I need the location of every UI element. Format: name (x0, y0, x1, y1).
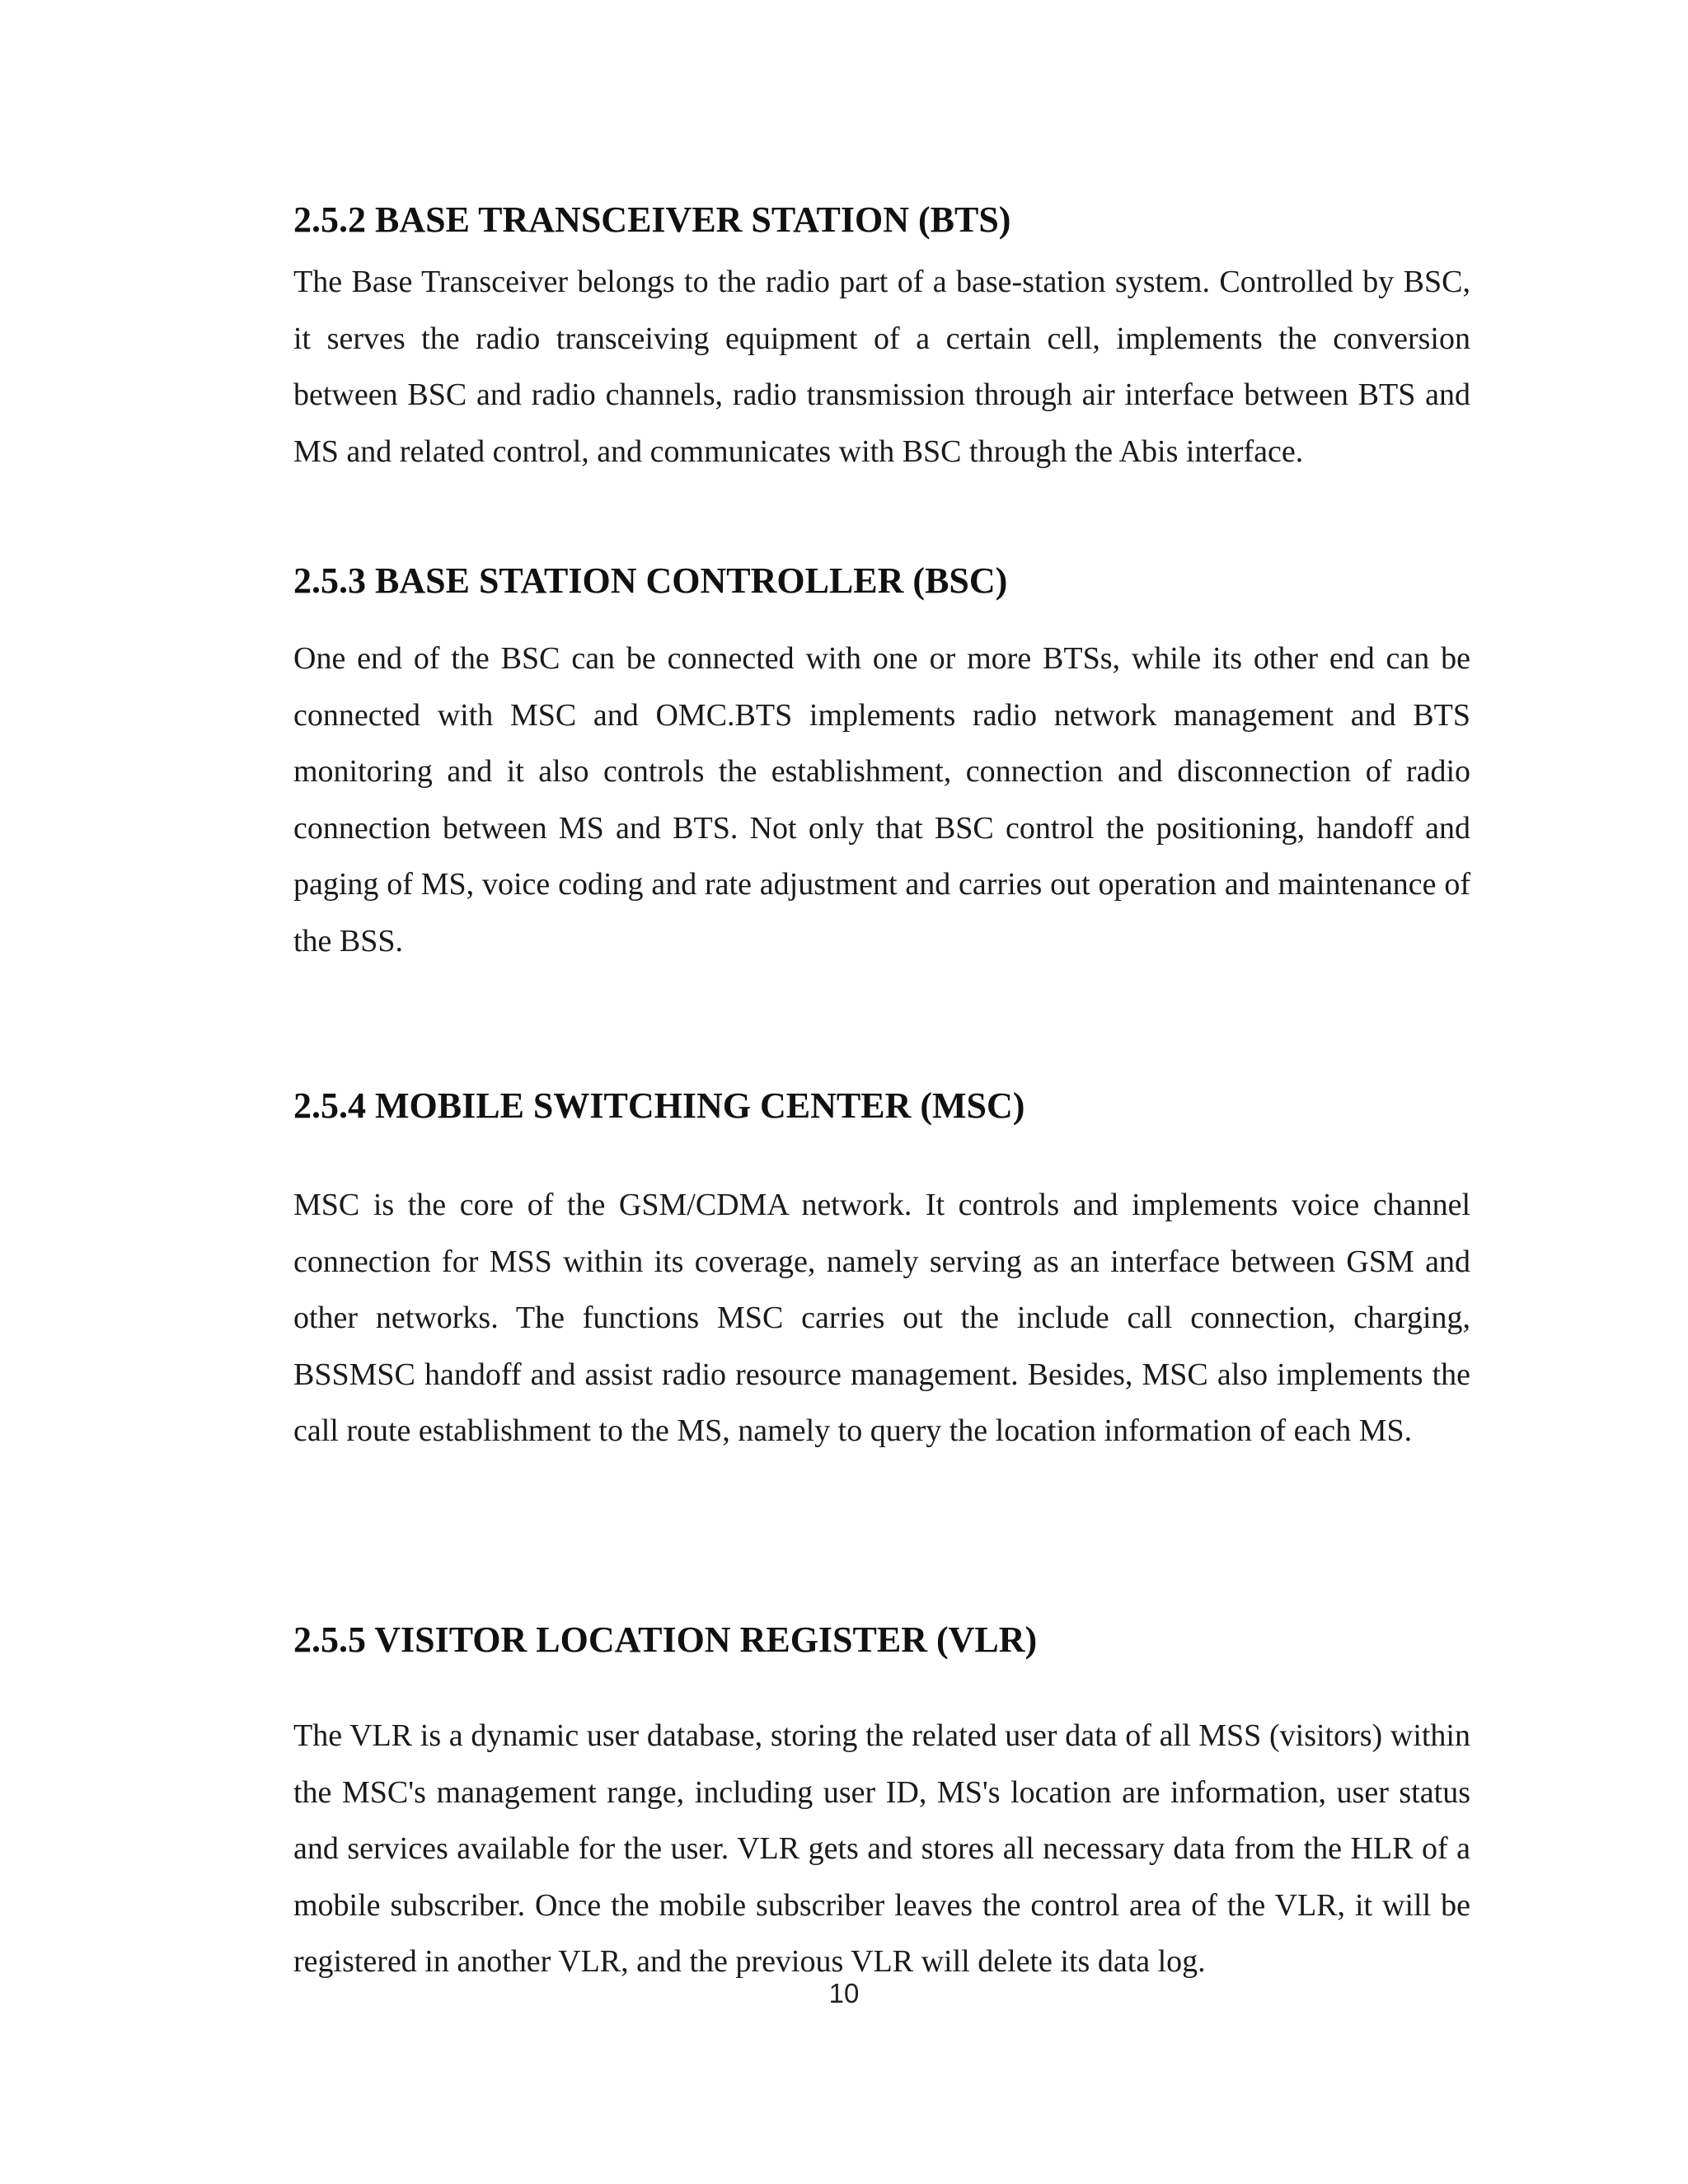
section-heading-msc: 2.5.4 MOBILE SWITCHING CENTER (MSC) (293, 1085, 1025, 1126)
section-body-msc: MSC is the core of the GSM/CDMA network. It controls and implements voice channel connection for MSS within its coverage, namely serving as an interface between GSM and other networks. The functions MSC carries out the include call connection, charging, BSSMSC handoff and assist radio resource management. Besides, MSC also implements the call route establishment to the MS, namely to query the location information of each MS. (293, 1188, 1470, 1448)
page-number: 10 (828, 1978, 860, 2008)
section-heading-bts: 2.5.2 BASE TRANSCEIVER STATION (BTS) (293, 199, 1011, 240)
section-body-bsc: One end of the BSC can be connected with one or more BTSs, while its other end can be connected with MSC and OMC.BTS implements radio network management and BTS monitoring and it also controls the establishment, connection and disconnection of radio connection between MS and BTS. Not only that BSC control the positioning, handoff and paging of MS, voice coding and rate adjustment and carries out operation and maintenance of the BSS. (293, 641, 1470, 958)
section-heading-vlr: 2.5.5 VISITOR LOCATION REGISTER (VLR) (293, 1619, 1038, 1660)
section-heading-bsc: 2.5.3 BASE STATION CONTROLLER (BSC) (293, 560, 1008, 601)
section-body-bts: The Base Transceiver belongs to the radio part of a base-station system. Controlled by BSC, it serves the radio transceiving equipment of a certain cell, implements the conversion between BSC and radio channels, radio transmission through air interface between BTS and MS and related control, and communicates with BSC through the Abis interface. (293, 265, 1470, 469)
section-body-vlr: The VLR is a dynamic user database, storing the related user data of all MSS (visitors) within the MSC's management range, including user ID, MS's location are information, user status and services available for the user. VLR gets and stores all necessary data from the HLR of a mobile subscriber. Once the mobile subscriber leaves the control area of the VLR, it will be registered in another VLR, and the previous VLR will delete its data log. (293, 1718, 1470, 1979)
